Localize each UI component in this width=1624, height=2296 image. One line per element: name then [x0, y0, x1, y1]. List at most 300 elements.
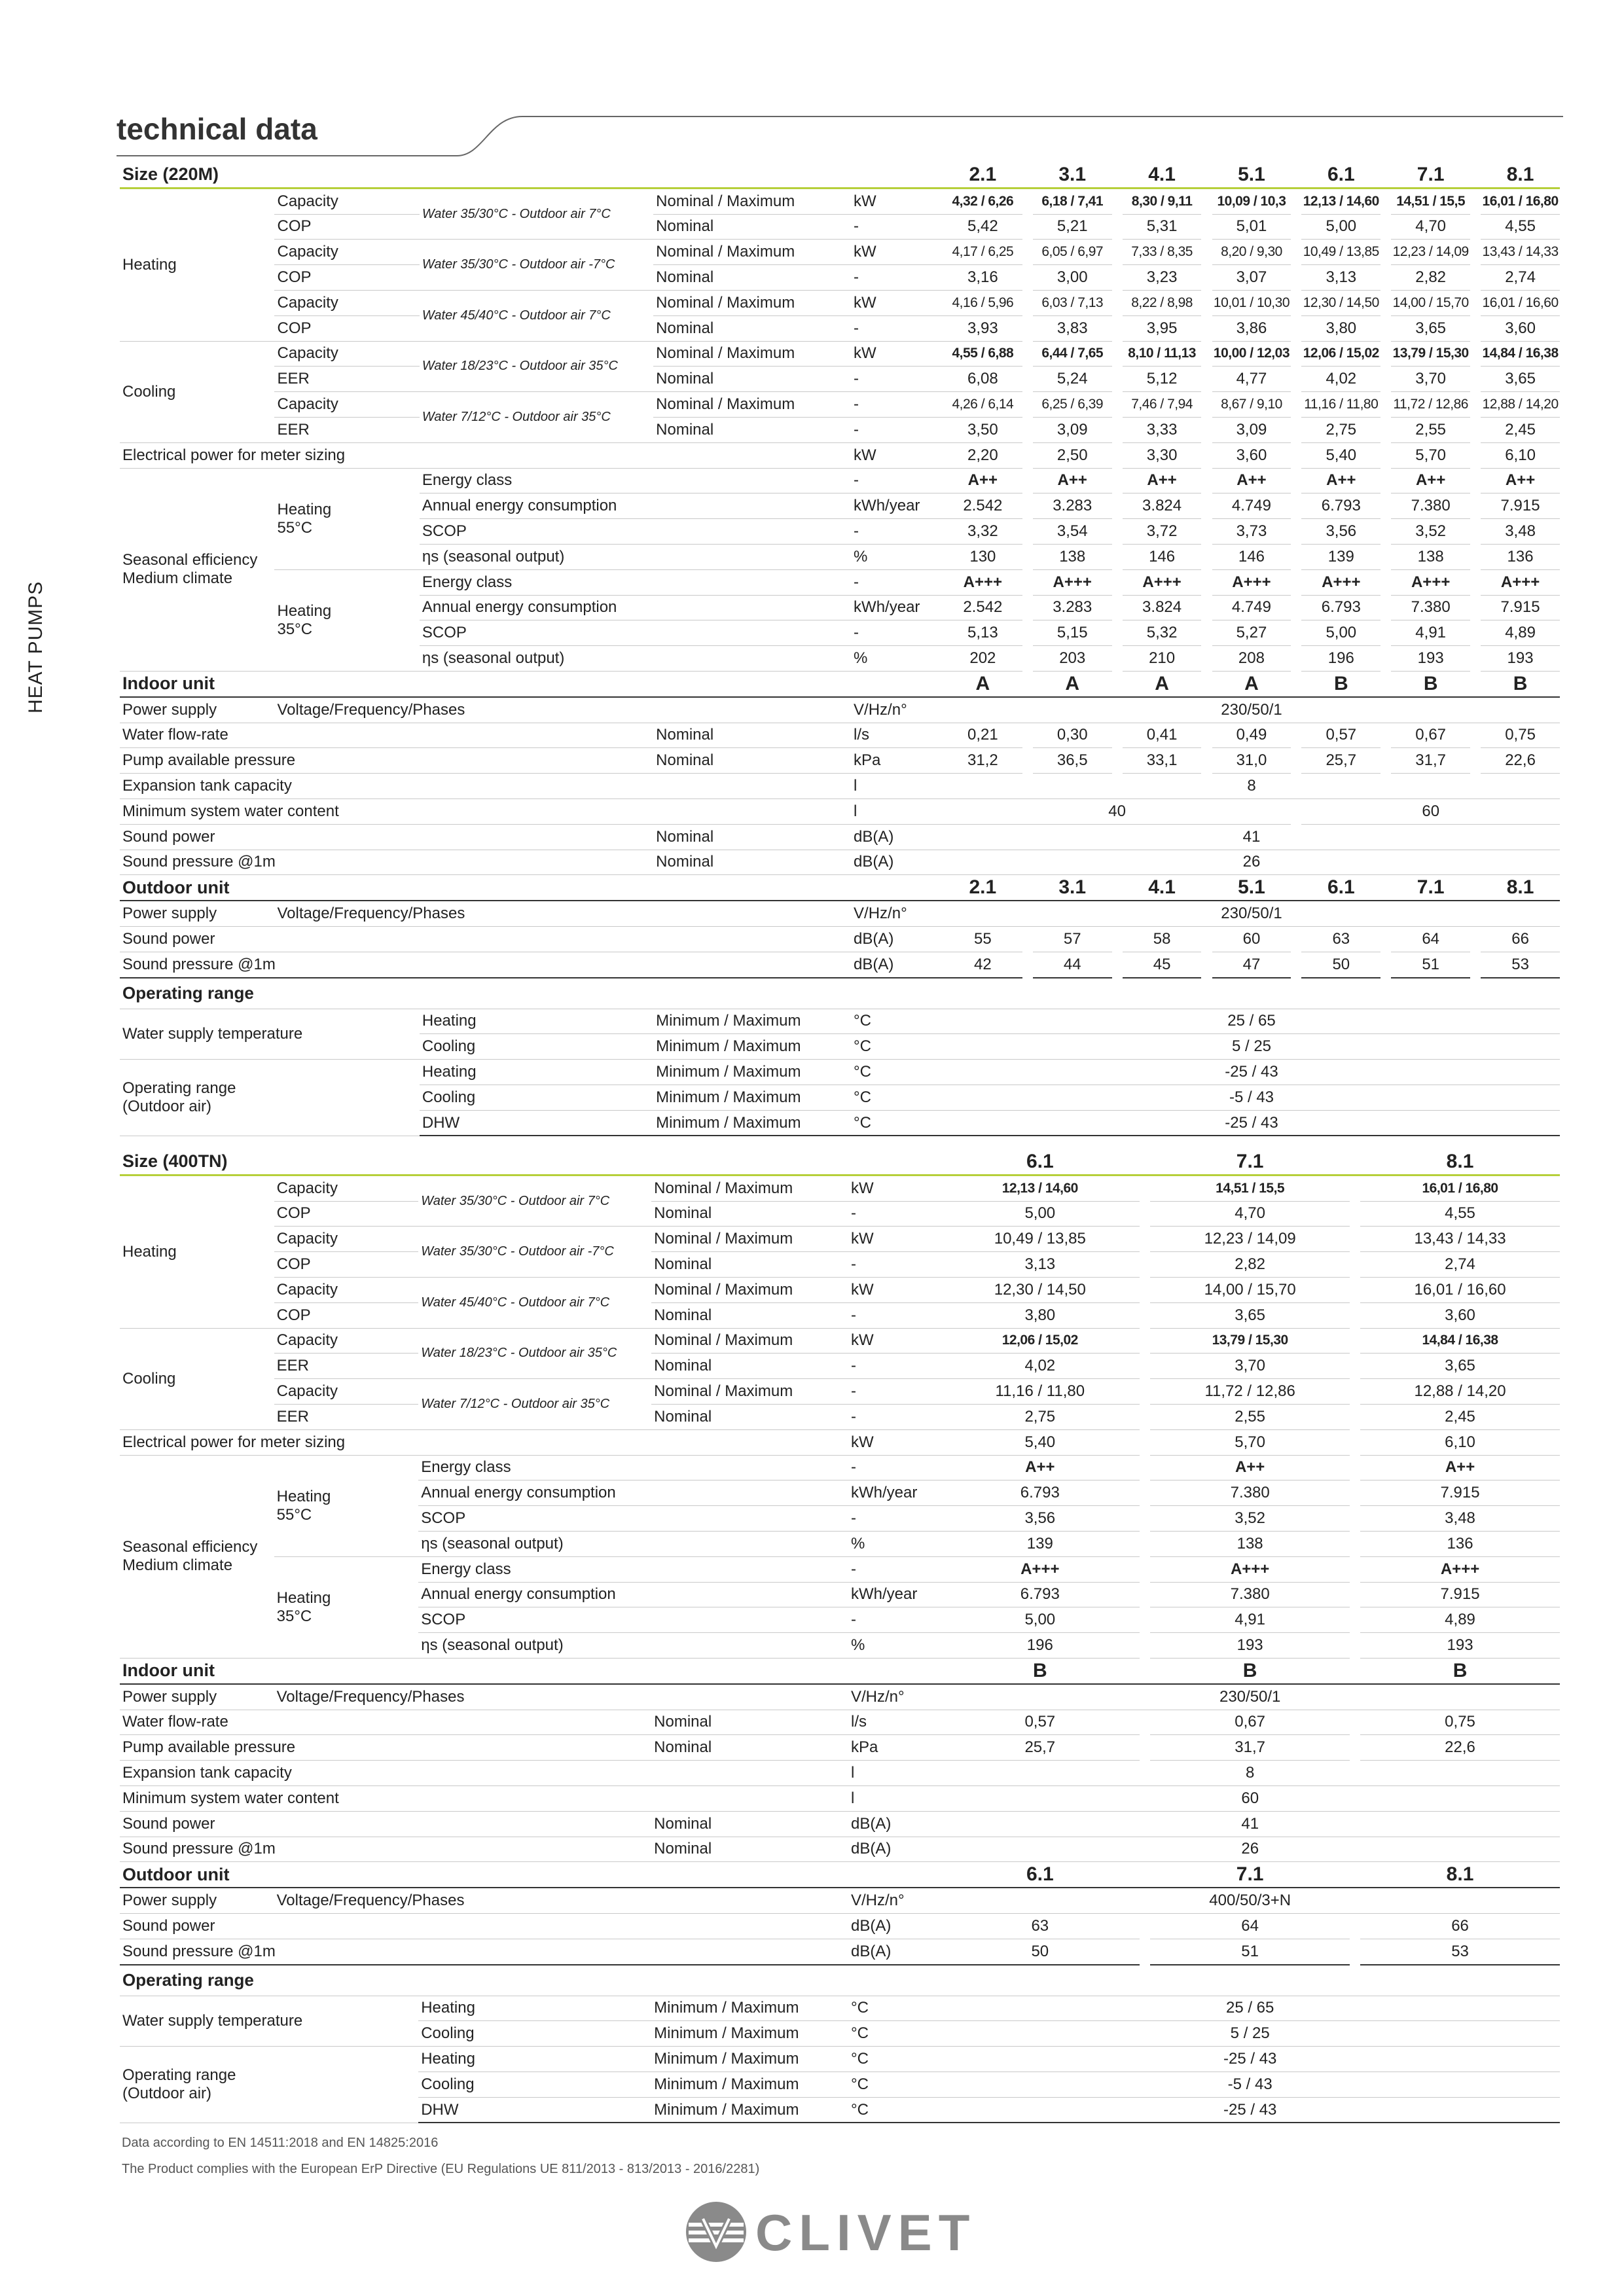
spacer [1291, 671, 1301, 696]
spacer [1022, 493, 1033, 519]
unit-label: kWh/year [848, 1480, 940, 1506]
value-cell: 5,12 [1123, 367, 1202, 392]
unit-label: °C [848, 1996, 940, 2021]
value-cell: 33,1 [1123, 748, 1202, 774]
mode-label: DHW [420, 1110, 653, 1136]
row-label: Capacity [274, 1227, 419, 1252]
seasonal-row [120, 1455, 1560, 1480]
nominal-label: Nominal [653, 265, 851, 291]
unit-label: - [851, 569, 943, 595]
value-cell: 63 [1301, 926, 1380, 952]
spacer [1112, 265, 1123, 291]
value-cell: 4,26 / 6,14 [943, 392, 1022, 418]
size-column-header: 5.1 [1212, 162, 1291, 188]
nominal-label: Nominal [651, 1302, 848, 1328]
spacer [1140, 1302, 1150, 1328]
row-label: Pump available pressure [120, 748, 653, 774]
value-cell: 42 [943, 952, 1022, 977]
spacer [1140, 1149, 1150, 1175]
nominal-label: Minimum / Maximum [651, 2072, 848, 2097]
value-cell: 0,67 [1391, 723, 1470, 748]
size-column-header: 6.1 [940, 1149, 1140, 1175]
empty-cell [651, 1582, 848, 1607]
cooling-row [120, 1379, 1560, 1405]
value-cell: 13,79 / 15,30 [1150, 1328, 1350, 1354]
row-label: Power supply [120, 1888, 274, 1913]
value-cell: 0,30 [1033, 723, 1112, 748]
spacer [1140, 1658, 1150, 1683]
spacer [1350, 1404, 1360, 1429]
value-cell: 41 [940, 1811, 1560, 1837]
spacer [1350, 1862, 1360, 1888]
value-cell: 12,06 / 15,02 [1301, 341, 1380, 367]
value-cell: 0,49 [1212, 723, 1291, 748]
spacer [1291, 468, 1301, 493]
unit-label: - [848, 1252, 940, 1278]
spacer [1140, 1354, 1150, 1379]
spacer [1201, 290, 1212, 315]
side-label: HEAT PUMPS [25, 581, 46, 713]
value-cell: A+++ [1481, 569, 1560, 595]
value-cell: 5,00 [1301, 620, 1380, 646]
row-label: Capacity [274, 392, 419, 418]
value-cell: 50 [1301, 952, 1380, 977]
indoor-column-header: A [943, 671, 1022, 696]
outdoor-column-header: 7.1 [1150, 1862, 1350, 1888]
value-cell: 12,06 / 15,02 [940, 1328, 1140, 1354]
spacer [1022, 748, 1033, 774]
unit-label: - [851, 214, 943, 240]
value-cell: 2.542 [943, 595, 1022, 620]
row-label: Electrical power for meter sizing [120, 442, 653, 468]
heating-row [120, 290, 1560, 315]
unit-label: °C [851, 1060, 943, 1085]
unit-label: l [848, 1761, 940, 1786]
value-cell: 8,67 / 9,10 [1212, 392, 1291, 418]
unit-label: dB(A) [851, 952, 943, 977]
value-cell: 3,07 [1212, 265, 1291, 291]
value-cell: 3.283 [1033, 595, 1112, 620]
value-cell: 4,89 [1360, 1607, 1560, 1633]
value-cell: 16,01 / 16,80 [1481, 188, 1560, 214]
value-cell: 10,49 / 13,85 [940, 1227, 1140, 1252]
nominal-label: Nominal / Maximum [651, 1379, 848, 1405]
title-divider [117, 105, 1563, 164]
outdoor-header-row [120, 1862, 1560, 1888]
unit-label: dB(A) [848, 1939, 940, 1964]
value-cell: 2,50 [1033, 442, 1112, 468]
heating-temp-label [274, 1556, 419, 1658]
unit-label: °C [851, 1110, 943, 1136]
indoor-column-header: B [1360, 1658, 1560, 1683]
unit-label: l [851, 774, 943, 799]
nominal-label: Nominal [651, 1354, 848, 1379]
value-cell: 6,18 / 7,41 [1033, 188, 1112, 214]
spacer [1201, 748, 1212, 774]
spacer [1470, 240, 1481, 265]
cooling-row [120, 1404, 1560, 1429]
value-cell: A+++ [943, 569, 1022, 595]
value-cell: A++ [1360, 1455, 1560, 1480]
operating-range-label: Operating range [122, 1079, 236, 1098]
empty-cell [651, 1455, 848, 1480]
unit-label: kPa [851, 748, 943, 774]
value-cell: -25 / 43 [943, 1060, 1560, 1085]
value-cell: 3,65 [1391, 315, 1470, 341]
value-cell: 3,56 [1301, 519, 1380, 545]
spacer [1291, 519, 1301, 545]
spacer [1291, 265, 1301, 291]
seasonal-label: Seasonal efficiency [122, 1538, 258, 1556]
value-cell: 57 [1033, 926, 1112, 952]
indoor-column-header: A [1212, 671, 1291, 696]
pump-pressure-row [120, 1735, 1560, 1761]
row-label: Annual energy consumption [418, 1582, 651, 1607]
unit-label: - [851, 620, 943, 646]
indoor-column-header: B [1481, 671, 1560, 696]
value-cell: 4.749 [1212, 595, 1291, 620]
condition-label: Water 18/23°C - Outdoor air 35°C [418, 1328, 651, 1379]
value-cell: 136 [1481, 544, 1560, 569]
row-label: Sound pressure @1m [120, 850, 653, 875]
value-cell: 5 / 25 [943, 1034, 1560, 1060]
value-cell: 63 [940, 1913, 1140, 1939]
row-label: Sound power [120, 824, 653, 850]
indoor-unit-label: Indoor unit [120, 671, 943, 696]
value-cell: 14,00 / 15,70 [1150, 1277, 1350, 1302]
size-header-row [120, 162, 1560, 188]
row-label: Capacity [274, 290, 419, 315]
value-cell: 3,83 [1033, 315, 1112, 341]
row-label: Electrical power for meter sizing [120, 1429, 651, 1455]
nominal-label: Minimum / Maximum [651, 2047, 848, 2072]
unit-label: - [848, 1607, 940, 1633]
value-cell: 3,23 [1123, 265, 1202, 291]
spacer [1112, 671, 1123, 696]
mode-label: Cooling [420, 1034, 653, 1060]
spacer [1470, 214, 1481, 240]
spacer [1112, 417, 1123, 442]
spacer [1350, 1506, 1360, 1532]
unit-label: kWh/year [851, 595, 943, 620]
nominal-label: Nominal / Maximum [653, 240, 851, 265]
spacer [1470, 569, 1481, 595]
indoor-header-row [120, 1658, 1560, 1683]
spacer [1380, 240, 1391, 265]
row-label: EER [274, 1404, 419, 1429]
value-cell: A++ [1481, 468, 1560, 493]
value-cell: 3,60 [1360, 1302, 1560, 1328]
value-cell: 193 [1360, 1633, 1560, 1659]
spacer [1022, 595, 1033, 620]
spacer [1291, 162, 1301, 188]
unit-label: kWh/year [848, 1582, 940, 1607]
value-cell: 11,72 / 12,86 [1391, 392, 1470, 418]
value-cell: 12,13 / 14,60 [1301, 188, 1380, 214]
unit-label: - [848, 1404, 940, 1429]
value-cell: 2,82 [1391, 265, 1470, 291]
unit-label: kW [851, 442, 943, 468]
row-label: Sound power [120, 926, 653, 952]
nominal-label: Nominal / Maximum [651, 1227, 848, 1252]
value-cell: 7.380 [1391, 595, 1470, 620]
spacer [1112, 214, 1123, 240]
spacer [1380, 748, 1391, 774]
row-label: Annual energy consumption [418, 1480, 651, 1506]
value-cell: A++ [1150, 1455, 1350, 1480]
value-cell: 3,80 [1301, 315, 1380, 341]
value-cell: 136 [1360, 1531, 1560, 1556]
unit-label: - [848, 1379, 940, 1405]
value-cell: 3,70 [1150, 1354, 1350, 1379]
value-cell: 4.749 [1212, 493, 1291, 519]
row-label: Sound pressure @1m [120, 1837, 651, 1862]
row-label: COP [274, 265, 419, 291]
spacer [1291, 723, 1301, 748]
spacer [1470, 265, 1481, 291]
size-column-header: 3.1 [1033, 162, 1112, 188]
spacer [1470, 468, 1481, 493]
spacer [1201, 544, 1212, 569]
value-cell: 0,21 [943, 723, 1022, 748]
outdoor-column-header: 7.1 [1391, 875, 1470, 901]
value-cell: 26 [943, 850, 1560, 875]
value-cell: 2,82 [1150, 1252, 1350, 1278]
value-cell: 8,10 / 11,13 [1123, 341, 1202, 367]
spacer [1201, 240, 1212, 265]
value-cell: 6.793 [940, 1480, 1140, 1506]
nominal-label: Minimum / Maximum [651, 1996, 848, 2021]
value-cell: 3,13 [1301, 265, 1380, 291]
value-cell: 58 [1123, 926, 1202, 952]
unit-label: % [851, 544, 943, 569]
empty-cell [651, 1480, 848, 1506]
operating-range-header-row [120, 1965, 1560, 1996]
value-cell: 11,16 / 11,80 [1301, 392, 1380, 418]
group-label-cooling: Cooling [120, 341, 274, 442]
value-cell: 3,73 [1212, 519, 1291, 545]
value-cell: 12,13 / 14,60 [940, 1175, 1140, 1201]
sub-label: Voltage/Frequency/Phases [274, 901, 653, 926]
operating-range-row [120, 2047, 1560, 2072]
spacer [1201, 493, 1212, 519]
indoor-column-header: B [1391, 671, 1470, 696]
value-cell: 400/50/3+N [940, 1888, 1560, 1913]
unit-label: dB(A) [851, 850, 943, 875]
value-cell: 146 [1212, 544, 1291, 569]
spacer [1470, 620, 1481, 646]
spacer [1470, 723, 1481, 748]
group-label-heating: Heating [120, 188, 274, 341]
spacer [1470, 493, 1481, 519]
spacer [1350, 1913, 1360, 1939]
mode-label: Heating [418, 2047, 651, 2072]
spacer [1291, 544, 1301, 569]
spacer [1380, 646, 1391, 672]
sound-power-row [120, 824, 1560, 850]
spacer [1112, 493, 1123, 519]
condition-label: Water 7/12°C - Outdoor air 35°C [418, 1379, 651, 1430]
nominal-label: Minimum / Maximum [653, 1009, 851, 1034]
value-cell: 4,77 [1212, 367, 1291, 392]
nominal-label: Nominal [651, 1710, 848, 1735]
value-cell: 60 [940, 1785, 1560, 1811]
value-cell: 5 / 25 [940, 2021, 1560, 2047]
empty-cell [653, 697, 851, 723]
spacer [1291, 926, 1301, 952]
nominal-label: Nominal / Maximum [651, 1328, 848, 1354]
spacer [1022, 544, 1033, 569]
spacer [1380, 468, 1391, 493]
value-cell: 4,89 [1481, 620, 1560, 646]
row-label: Minimum system water content [120, 1785, 651, 1811]
unit-label: - [851, 265, 943, 291]
spacer [1140, 1455, 1150, 1480]
spacer [1470, 544, 1481, 569]
spacer [1022, 265, 1033, 291]
value-cell: A+++ [1360, 1556, 1560, 1582]
empty-cell [653, 901, 851, 926]
value-cell: 41 [943, 824, 1560, 850]
spacer [1201, 188, 1212, 214]
value-cell: 4,16 / 5,96 [943, 290, 1022, 315]
indoor-column-header: A [1123, 671, 1202, 696]
value-cell: 22,6 [1360, 1735, 1560, 1761]
spec-table-400tn [120, 1149, 1560, 2123]
unit-label: kPa [848, 1735, 940, 1761]
mode-label: Cooling [420, 1085, 653, 1110]
value-cell: 193 [1150, 1633, 1350, 1659]
row-label: Water flow-rate [120, 723, 653, 748]
nominal-label: Nominal [653, 214, 851, 240]
temperature-label: 55°C [276, 1505, 312, 1524]
spacer [1140, 1252, 1150, 1278]
spacer [1140, 1633, 1150, 1659]
spacer [1140, 1862, 1150, 1888]
value-cell: 8,30 / 9,11 [1123, 188, 1202, 214]
indoor-unit-label: Indoor unit [120, 1658, 940, 1683]
empty-cell [653, 468, 851, 493]
heating-row [120, 214, 1560, 240]
outdoor-column-header: 8.1 [1481, 875, 1560, 901]
value-cell: 7.915 [1481, 493, 1560, 519]
spacer [1022, 214, 1033, 240]
value-cell: 5,31 [1123, 214, 1202, 240]
climate-label: Medium climate [122, 569, 233, 588]
group-label-heating: Heating [120, 1175, 274, 1328]
value-cell: 5,00 [940, 1607, 1140, 1633]
spacer [1380, 392, 1391, 418]
empty-cell [653, 595, 851, 620]
size-column-header: 8.1 [1481, 162, 1560, 188]
heating-label: Heating [277, 601, 332, 620]
spacer [1350, 1582, 1360, 1607]
electrical-row [120, 1429, 1560, 1455]
spacer [1022, 290, 1033, 315]
value-cell: 210 [1123, 646, 1202, 672]
empty-cell [651, 1429, 848, 1455]
value-cell: 5,42 [943, 214, 1022, 240]
value-cell: 4,55 [1481, 214, 1560, 240]
mode-label: Heating [420, 1060, 653, 1085]
row-label: Capacity [274, 188, 419, 214]
value-cell: 139 [1301, 544, 1380, 569]
mode-label: Heating [418, 1996, 651, 2021]
value-cell: 5,27 [1212, 620, 1291, 646]
unit-label: °C [851, 1085, 943, 1110]
spacer [1022, 952, 1033, 977]
value-cell: 0,75 [1481, 723, 1560, 748]
value-cell: 7.380 [1150, 1480, 1350, 1506]
row-label: COP [274, 315, 419, 341]
size-header-row [120, 1149, 1560, 1175]
outdoor-unit-label: Outdoor unit [120, 875, 943, 901]
value-cell: 14,51 / 15,5 [1391, 188, 1470, 214]
spacer [1201, 468, 1212, 493]
expansion-tank-row [120, 1761, 1560, 1786]
empty-cell [653, 519, 851, 545]
unit-label: - [848, 1556, 940, 1582]
electrical-row [120, 442, 1560, 468]
indoor-column-header: B [940, 1658, 1140, 1683]
spacer [1022, 519, 1033, 545]
value-cell: 16,01 / 16,60 [1481, 290, 1560, 315]
value-cell: A+++ [1150, 1556, 1350, 1582]
row-label: Power supply [120, 901, 274, 926]
value-cell: 31,0 [1212, 748, 1291, 774]
unit-label: V/Hz/n° [848, 1888, 940, 1913]
value-cell: 40 [943, 798, 1291, 824]
spacer [1112, 519, 1123, 545]
row-label: COP [274, 1201, 419, 1227]
value-cell: 10,00 / 12,03 [1212, 341, 1291, 367]
value-cell: 3,52 [1150, 1506, 1350, 1532]
heating-row [120, 1175, 1560, 1201]
outdoor-air-sublabel: (Outdoor air) [122, 2085, 212, 2103]
empty-cell [653, 952, 851, 977]
spacer [1201, 671, 1212, 696]
size-column-header: 7.1 [1391, 162, 1470, 188]
spacer [1350, 1556, 1360, 1582]
spacer [1112, 290, 1123, 315]
value-cell: A++ [1212, 468, 1291, 493]
value-cell: 3,56 [940, 1506, 1140, 1532]
spacer [1380, 926, 1391, 952]
row-label: Annual energy consumption [420, 493, 653, 519]
spacer [1350, 1328, 1360, 1354]
row-label: Energy class [420, 569, 653, 595]
spacer [1291, 620, 1301, 646]
spacer [1201, 646, 1212, 672]
value-cell: 3,52 [1391, 519, 1470, 545]
nominal-label: Minimum / Maximum [653, 1034, 851, 1060]
value-cell: 138 [1033, 544, 1112, 569]
nominal-label: Nominal [653, 723, 851, 748]
cooling-row [120, 341, 1560, 367]
spacer [1022, 468, 1033, 493]
outdoor-air-sublabel: (Outdoor air) [122, 1098, 212, 1116]
spacer [1140, 1480, 1150, 1506]
spacer [1291, 240, 1301, 265]
spacer [1380, 341, 1391, 367]
value-cell: A++ [1301, 468, 1380, 493]
value-cell: 3.824 [1123, 493, 1202, 519]
spacer [1380, 162, 1391, 188]
spacer [1201, 952, 1212, 977]
nominal-label: Nominal [651, 1811, 848, 1837]
value-cell: 11,16 / 11,80 [940, 1379, 1140, 1405]
water-flow-row [120, 723, 1560, 748]
